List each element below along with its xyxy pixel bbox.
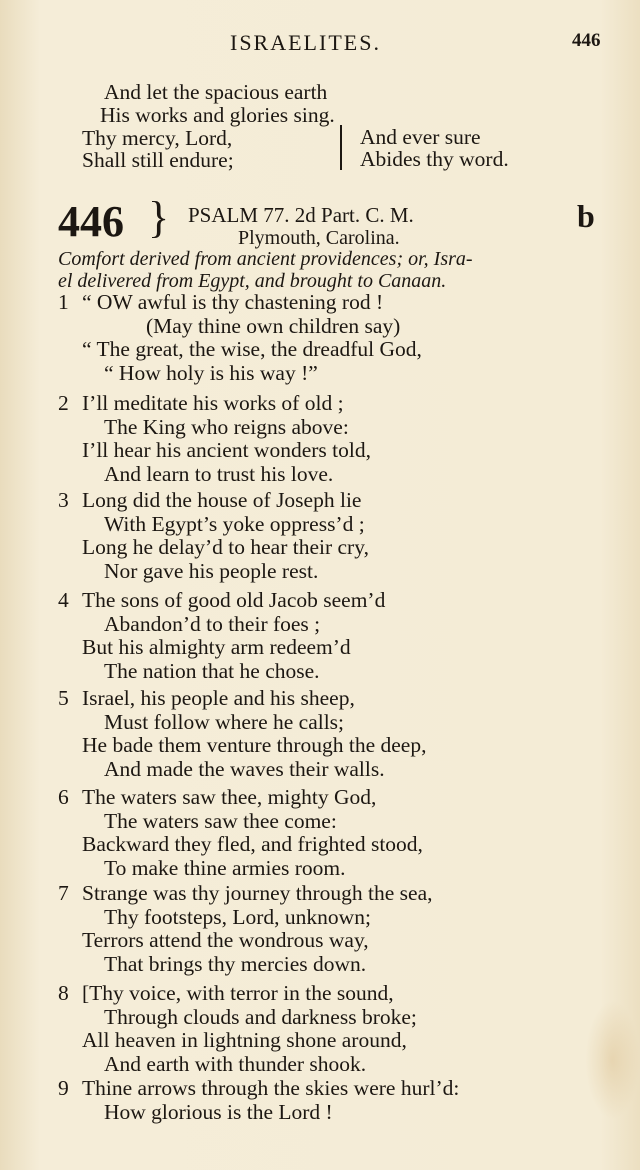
prev-line-2: His works and glories sing. xyxy=(100,103,335,127)
verse-line: The sons of good old Jacob seem’d xyxy=(82,588,386,612)
verse-line: Long did the house of Joseph lie xyxy=(82,488,362,512)
verse-line: “ OW awful is thy chastening rod ! xyxy=(82,290,384,314)
verse-line: Strange was thy journey through the sea, xyxy=(82,881,433,905)
verse-line: That brings thy mercies down. xyxy=(104,951,367,976)
verse-line: And earth with thunder shook. xyxy=(104,1051,367,1076)
verse-line: He bade them venture through the deep, xyxy=(82,733,427,757)
running-title: ISRAELITES. xyxy=(230,30,381,55)
column-divider xyxy=(340,125,342,170)
verse-line: Israel, his people and his sheep, xyxy=(82,686,355,710)
verse-line: The waters saw thee come: xyxy=(104,808,337,833)
verse-line: Nor gave his people rest. xyxy=(104,558,319,583)
hymn-brace: } xyxy=(148,193,170,242)
verse-number: 9 xyxy=(58,1076,69,1100)
verse-number: 1 xyxy=(58,290,69,314)
verse-number: 7 xyxy=(58,881,69,905)
verse-line: (May thine own children say) xyxy=(146,313,401,338)
prev-left-col-2: Shall still endure; xyxy=(82,148,234,172)
page-number: 446 xyxy=(572,30,601,51)
verse-number: 5 xyxy=(58,686,69,710)
verse-line: Thine arrows through the skies were hurl’d: xyxy=(82,1076,460,1100)
verse-line: I’ll hear his ancient wonders told, xyxy=(82,438,371,462)
verse-line: Long he delay’d to hear their cry, xyxy=(82,535,369,559)
prev-left-col-1: Thy mercy, Lord, xyxy=(82,126,233,150)
verse-line: Terrors attend the wondrous way, xyxy=(82,928,369,952)
verse-number: 3 xyxy=(58,488,69,512)
verse-number: 6 xyxy=(58,785,69,809)
verse-line: All heaven in lightning shone around, xyxy=(82,1028,407,1052)
verse-number: 4 xyxy=(58,588,69,612)
verse-line: [Thy voice, with terror in the sound, xyxy=(82,981,394,1005)
psalm-title: PSALM 77. 2d Part. C. M. xyxy=(188,203,414,227)
prev-line-1: And let the spacious earth xyxy=(104,80,328,104)
verse-line: How glorious is the Lord ! xyxy=(104,1099,333,1124)
verse-number: 2 xyxy=(58,391,69,415)
verse-line: With Egypt’s yoke oppress’d ; xyxy=(104,511,365,536)
verse-line: To make thine armies room. xyxy=(104,855,346,880)
margin-mark: b xyxy=(577,198,595,234)
verse-line: The nation that he chose. xyxy=(104,658,320,683)
verse-line: Abandon’d to their foes ; xyxy=(104,611,321,636)
verse-number: 8 xyxy=(58,981,69,1005)
paper-stain xyxy=(585,1000,640,1120)
verse-line: Must follow where he calls; xyxy=(104,709,345,734)
verse-line: Thy footsteps, Lord, unknown; xyxy=(104,904,371,929)
argument-line-2: el delivered from Egypt, and brought to Canaan. xyxy=(58,270,447,292)
verse-line: “ The great, the wise, the dreadful God, xyxy=(82,337,422,361)
verse-line: Backward they fled, and frighted stood, xyxy=(82,832,423,856)
verse-line: I’ll meditate his works of old ; xyxy=(82,391,344,415)
verse-line: “ How holy is his way !” xyxy=(104,360,318,385)
tune-names: Plymouth, Carolina. xyxy=(238,227,400,249)
prev-right-col-2: Abides thy word. xyxy=(360,147,509,171)
verse-line: But his almighty arm redeem’d xyxy=(82,635,351,659)
verse-line: Through clouds and darkness broke; xyxy=(104,1004,417,1029)
verse-line: And made the waves their walls. xyxy=(104,756,385,781)
argument-line-1: Comfort derived from ancient providences; or, Isra- xyxy=(58,248,473,270)
prev-right-col-1: And ever sure xyxy=(360,125,481,149)
verse-line: And learn to trust his love. xyxy=(104,461,334,486)
verse-line: The waters saw thee, mighty God, xyxy=(82,785,377,809)
verse-line: The King who reigns above: xyxy=(104,414,349,439)
hymn-number: 446 xyxy=(58,197,124,246)
